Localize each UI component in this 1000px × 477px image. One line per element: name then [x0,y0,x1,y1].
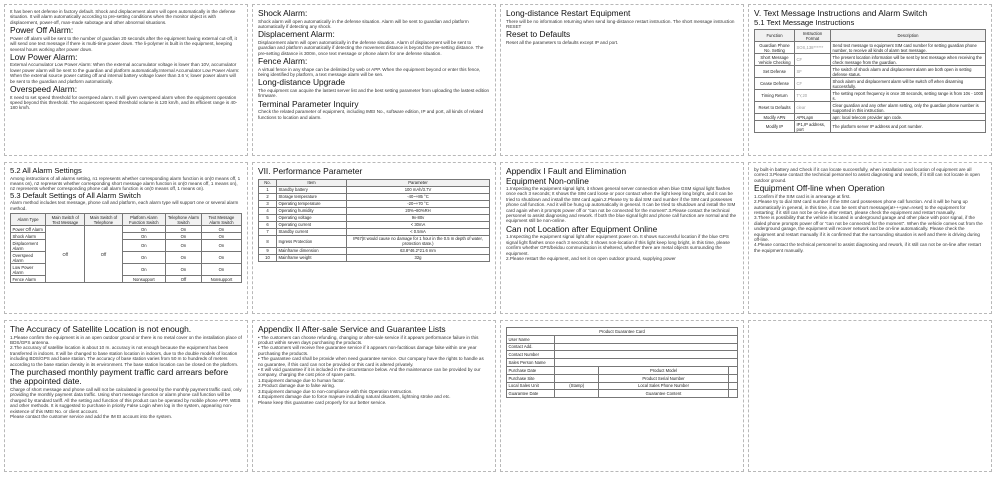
table-cell: IP1,IP address, port [795,121,831,133]
table-cell: 6 [259,221,277,228]
table-row [507,366,738,374]
list-item: • The customers can choose refunding, changing or after-sale service if it appears performance failure in this product within seven days purchasing the products. [258,334,479,345]
table-cell: On [166,226,202,233]
table-cell: Operating temperature [277,200,347,207]
fence-text: A virtual fence in any shape can be delimited by web or APP. When the equipment beyond or enter this fence, being identified by platform, a text message alarm will be sen. [258,66,481,77]
guarantee-footer: Please keep this guarantee card properly for our better service. [258,400,387,406]
list-item: 2.The accuracy of satellite location is about 10 m. accuracy is not enough because the equipment has been transferred in indoors. It will be changed to base station location in indoors, due to the double models of location including BDS/GPS and base station. The accuracy of base station varies from 50 m to hundreds of meters according to the base station density in its environment. The base station location can be closed on the platform. [10,345,239,367]
bullet-text: It will void guarantee if it is included in the circumstance below. And the maintenance can be provided by our company, charging the cost price of spare parts. [258,366,481,378]
table-row [11,226,242,233]
offline-list [754,194,986,253]
table-cell: Modify IP [755,121,795,133]
table-row [507,351,738,359]
table-cell: Standby current [277,228,347,235]
location-continued-text: by built-in battery and Check if it can locate successfully, when installation and location of equipment are all correct 3.Please contact the technical personnel to assist diagnosing and rework, if it still can not locate in open outdoor ground. [754,167,980,183]
table-cell: Fence Alarm [11,276,46,283]
table-cell: On [166,240,202,252]
table-row [755,78,986,90]
table-cell: On [122,240,166,252]
table-header: Description [831,30,986,42]
upgrade-title: Long-distance Upgrade [258,77,346,88]
table-cell [728,390,737,398]
panel-restart [500,4,744,156]
table-cell: Nonsupport [201,276,241,283]
table-cell: 9 [259,247,277,254]
service-bullets [258,335,490,400]
table-cell: On [201,226,241,233]
table-cell: 7 [259,228,277,235]
list-item: 1.Equipment damage due to human factor. [258,377,345,383]
power-off-title: Power Off Alarm: [10,25,74,36]
table-cell [555,343,738,351]
table-header-row [259,179,490,186]
no-location-text-2: 2.Please restart the equipment, and set it on open outdoor ground, supplying power [506,255,676,261]
table-cell: On [166,252,202,264]
table-cell: On [122,233,166,240]
accuracy-title: The Accuracy of Satellite Location is not enough. [10,324,192,334]
list-item: 4.Please contact the technical personnel to assist diagnosing and rework, if it still can not be on-line after restart the equipment manually. [754,242,982,253]
table-cell: The switch of shock alarm and displacement alarm are both open in setting defense status. [831,66,986,78]
table-cell: Purchase Date [507,366,555,374]
table-cell: The present location information will be sent by text message when receiving the check message from the guardian. [831,54,986,66]
table-cell: 4 [259,207,277,214]
table-header: No. [259,179,277,186]
table-row [507,359,738,367]
low-power-text: External Accumulator Low Power Alarm: When the external accumulator voltage is lower than 10V, accumulator lower power alarm will be sent to the guardian and platform automatically.Internal Accumulator Low Power Alarm: When the external source power cutting off and internal battery voltage lower than 3.6 V, lower power alarm will be sent to the guardian and platform automatically. [10,62,240,84]
list-item: 2.Product damage due to false wiring. [258,383,336,389]
panel-text-message [748,4,992,156]
table-cell: On [122,252,166,264]
table-row [755,42,986,54]
table-header-row [11,214,242,226]
table-cell: Operating voltage [277,214,347,221]
list-item: 1.Please confirm the equipment is in an open outdoor ground or there is no metal cover on the installation place of BDS/GPS antenna. [10,334,242,345]
table-cell: 5 [259,214,277,221]
table-cell: Shock alarm and displacement alarm will be switch off when disarming successfully. [831,78,986,90]
performance-table [258,179,490,262]
panel-performance [252,162,496,314]
inquiry-text: Check the related parameter of equipment, including IMEI No., software edition, IP and port, all kinds of related functions to location and alarm. [258,109,484,120]
table-cell: Operating humidity [277,207,347,214]
restart-title: Long-distance Restart Equipment [506,8,631,18]
table-cell: On [201,240,241,252]
table-cell: 63.8*46.2*21.6 mm [347,247,490,254]
table-cell: The platform server IP address and port number. [831,121,986,133]
alarm-settings-title: 5.2 All Alarm Settings [10,166,82,175]
table-cell: < 30mA [347,221,490,228]
table-cell: On [166,264,202,276]
sms-section-title: V. Text Message Instructions and Alarm Switch [754,8,928,18]
table-cell: User Name [507,335,555,343]
restart-text: There will be no information returning when send long-distance restart instruction. The short message instruction RESET [506,18,735,29]
table-header: Telephone Alarm Switch [166,214,202,226]
table-row [11,276,242,283]
reset-title: Reset to Defaults [506,29,571,40]
table-cell: Ingress Protection [277,235,347,247]
alarm-settings-text: Among instructions of all alarms setting, n1 represents whether corresponding alarm function is on(0 means off, 1 means on), n2 represents whether corresponding short message alarm function is on(0 means off, 1 means on), n2 represents whether corresponding phone call alarm function is on(0 means off, 1 means on). [10,175,241,192]
table-cell: Off [166,276,202,283]
table-cell: clear [795,102,831,114]
list-item: 1.Confirm if the SIM card is in arrearage at first. [754,193,851,199]
list-item: 3.Equipment damage due to non-compliance with this Operation Instruction. [258,388,413,394]
panel-after-sale [252,320,496,472]
alarm-switch-table [10,213,242,283]
table-cell: Purchase Site [507,374,555,382]
table-cell: Standby battery [277,186,347,193]
table-header: Platform Alarm Function Switch [122,214,166,226]
table-header: Alarm Type [11,214,46,226]
table-row [507,382,738,390]
shock-text: Shock alarm will open automatically in the defense situation. Alarm will be sent to guardian and platform automatically if detecting any shock. [258,18,469,29]
table-cell: SOS,138****** [795,42,831,54]
table-cell: Operating current [277,221,347,228]
guarantee-card-table [506,327,738,398]
arrears-text: Charge of short message and phone call will not be calculated in general by the monthly payment traffic card, only providing the monthly payment data traffic. Using short message function or alarm phone call function will be charged by standard tariff. All the setting and function of this product can be operated by mobile phone APP, WEB and other methods. It is suggested to purchase in priority False Login when log in the system, appearing non-existence of this IMEI No. or client account. [10,386,242,414]
inquiry-title: Terminal Parameter Inquiry [258,98,359,109]
table-cell: 3 [259,200,277,207]
table-cell: -20~+70 °C [347,200,490,207]
table-row [259,214,490,221]
table-cell: 20%~80%RH [347,207,490,214]
table-row [259,193,490,200]
table-header: Function [755,30,795,42]
bullet-text: The customers will receive free guarantee service if it appears non-factitious damage false within one year purchasing the products. [258,345,477,356]
table-cell: -40~+85 °C [347,193,490,200]
table-cell [728,374,737,382]
list-item: • It will void guarantee if it is included in the circumstance below. And the maintenance can be provided by our company, charging the cost price of spare parts. [258,366,481,378]
bullet-text: The guarantee card shall be provide when need guarantee service. Our company have the rights to handle as no guarantee, if this card can not be provided or this card is altered privately. [258,356,484,367]
list-item: • The customers will receive free guarantee service if it appears non-factitious damage false within one year purchasing the products. [258,345,477,356]
table-cell: Modify APN [755,114,795,121]
table-cell: Cease Defense [755,78,795,90]
overspeed-text: It need to set speed threshold for overspeed alarm. It will given overspeed alarm when the equipment operation speed beyond this threshold. The acquiescent speed threshold volume is 120 km/h, and its efficient range is 40-180 km/h. [10,94,238,111]
panel-shock-alarms [252,4,496,156]
table-cell: On [122,264,166,276]
table-cell: Send text message to equipment SIM card number for setting guardian phone number, to receive all kinds of alarm text message. [831,42,986,54]
table-row [259,200,490,207]
table-cell: 2 [259,193,277,200]
table-cell: CF [795,78,831,90]
table-cell: 10 [259,254,277,261]
table-row [259,186,490,193]
table-cell: On [166,233,202,240]
table-row [755,102,986,114]
table-row [11,233,242,240]
table-cell: TY,20 [795,90,831,102]
table-cell: Product Model [599,366,728,374]
table-cell: The setting report frequency is once 30 seconds, setting range is from 10s - 1000 s. [831,90,986,102]
table-cell: Mainframe dimension [277,247,347,254]
low-power-title: Low Power Alarm: [10,51,78,62]
accuracy-list [10,335,242,367]
table-cell: Power Off Alarm [11,226,46,233]
table-cell [728,382,737,390]
table-cell: SF [795,66,831,78]
list-item: • The guarantee card shall be provide when need guarantee service. Our company have the rights to handle as no guarantee, if this card can not be provided or this card is altered privately. [258,356,484,367]
appendix2-title: Appendix II After-sale Service and Guarantee Lists [258,324,446,334]
table-cell: APN,apn [795,114,831,121]
default-settings-text: Alarm method includes text message, phone call and platform, each alarm type will support one or several alarm method. [10,200,239,211]
table-cell: Guardian Phone No. Setting [755,42,795,54]
table-row [755,90,986,102]
list-item: 2.Please try to dial SIM card number if the SIM card possesses phone call function. And it will be hung up automatically in general, in this time, it can be sent short message(at+++pwr=reset) to the equipment for restarting; if it still can not be on-line after restart, please check the equipment and restart manually. [754,199,968,215]
table-cell: On [201,252,241,264]
table-cell: Displacement Alarm [11,240,46,252]
panel-accuracy [4,320,248,472]
table-row [259,254,490,261]
table-row [11,264,242,276]
default-settings-title: 5.3 Default Settings of All Alarm Switch [10,190,141,200]
power-off-text: Power off alarm will be sent to the number of guardian 20 seconds after the equipment having external cut-off, it will send one text message if there is multi-time power down. The li-polymer is built in the equipment, keeping several hours working after power down. [10,35,237,52]
table-cell [555,366,599,374]
table-cell: Nonsupport [122,276,166,283]
table-cell: On [201,264,241,276]
table-cell: Contact Number [507,351,555,359]
table-cell: Off [85,226,122,283]
no-location-text-1: 1.Inspecting the equipment signal light after equipment power on. It shows successful location if the blue GPS signal light flashes once each 3 seconds; it shows non-location if this light keep long bright, in this time, please confirm whether GPS/beidou communication is sheltered, whether there are metal objects surrounding the equipment. [506,234,730,256]
fence-title: Fence Alarm: [258,56,308,67]
table-cell: 100 mAh/3.7V [347,186,490,193]
table-cell [555,390,599,398]
table-cell: On [201,233,241,240]
non-online-text: 1.Inspecting the equipment signal light, it shows general server connection when blue GSM signal light flashes once each 3 seconds; It shows the SIM card loose or poor contact when the light keep long bright, and it can be tried to shutdown and install the SIM card again.2.Please try to dial SIM card number if the SIM card possesses phone call function. And it will be hung up automatically in general. It can be tried to shutdown and install the SIM card again when it prompts power off or "can not be connected for the moment".3.Please contact the technical personnel to assist diagnosing and rework. If both the blue signal light and phone call function are normal and the equipment still be non-online. [506,186,737,224]
contact-service-text: Please contact the customer service and add the IM EI account into the system. [10,413,173,419]
table-cell: Off [46,226,85,283]
table-header-row [755,30,986,42]
table-cell: Sales Person Name [507,359,555,367]
table-cell: Local Sales Phone Number [599,382,728,390]
table-header: Instruction Format [795,30,831,42]
table-row [507,390,738,398]
table-cell [555,335,738,343]
table-row [755,121,986,133]
table-cell: Storage temperature [277,193,347,200]
table-cell: 9v-80v [347,214,490,221]
table-cell [728,366,737,374]
table-cell: Clear guardian and any other alarm setting, only the guardian phone number is supported in this instruction. [831,102,986,114]
table-row [259,221,490,228]
table-cell: Low Power Alarm [11,264,46,276]
overspeed-title: Overspeed Alarm: [10,84,78,95]
table-row [507,374,738,382]
table-header: Item [277,179,347,186]
table-cell: Contact Add. [507,343,555,351]
table-row [507,335,738,343]
shock-title: Shock Alarm: [258,8,308,18]
table-cell: Set Defense [755,66,795,78]
table-cell: CF [795,54,831,66]
table-cell: Reset to Defaults [755,102,795,114]
panel-fault-elimination [500,162,744,314]
table-row [259,207,490,214]
table-cell: (Stamp) [555,382,599,390]
list-item: 3.There is possibility that the vehicle is located in underground garage and other place with poor signal, if the dialed phone prompts power off or "can not be connected for the moment". When the vehicle comes out from the underground garage, the equipment will recover network and be on-line automatically. Please check the equipment and restart manually if it is confirmed that the surrounding situation is well and there is driving during off-line. [754,215,983,242]
table-cell: Product Serial Number [599,374,728,382]
table-row [755,66,986,78]
table-cell: 8 [259,235,277,247]
table-header: Main Switch of Text Message [46,214,85,226]
table-cell: Short Message Vehicle Checking [755,54,795,66]
displacement-text: Displacement alarm will open automatically in the defense situation. Alarm of displacement will be sent to guardian and platform automatically if detecting the movement distance is beyond the pre-setting distance. The pre-setting distance is 300m, once text message or phone alarm for one defense situation. [258,39,484,56]
table-header: Text Message Alarm Switch [201,214,241,226]
panel-alarm-types [4,4,248,156]
table-cell: On [122,226,166,233]
table-cell [555,351,738,359]
table-row [259,235,490,247]
table-row [755,54,986,66]
table-cell: Local Sales Unit [507,382,555,390]
list-item: 4.Equipment damage due to force majeure including natural disasters, lightning stroke and etc. [258,393,451,399]
bullet-text: The customers can choose refunding, changing or after-sale service if it appears performance failure in this product within seven days purchasing the products. [258,334,479,345]
guarantee-card-title: Product Guarantee Card [507,328,738,336]
table-row [259,247,490,254]
table-cell: 32g [347,254,490,261]
performance-title: VII. Performance Parameter [258,166,363,176]
intro-text: It has been set defense in factory default. Shock and displacement alarm will open automatically in the defense situation. It will alarm automatically according to pre-setting conditions when the monitor object is with displacement, power-off, man-made sabotage and other abnormal situations. [10,9,236,25]
table-header: Parameter [347,179,490,186]
table-row [11,240,242,252]
panel-alarm-settings [4,162,248,314]
table-cell: IP67(It would cause no damage for 1 hour in the 0.5 m depth of water, protection state.) [347,235,490,247]
displacement-title: Displacement Alarm: [258,29,335,40]
table-cell: 1 [259,186,277,193]
offline-title: Equipment Off-line when Operation [754,183,885,194]
table-cell: Mainframe weight [277,254,347,261]
upgrade-text: The equipment can acquire the lastest server list and the best setting parameter from uploading the lastest edition firmware. [258,87,490,99]
sms-subtitle: 5.1 Text Message Instructions [754,17,855,27]
sms-instruction-table [754,29,986,133]
table-cell: Guarantee Date [507,390,555,398]
table-cell: apn: local telecom provider apn code. [831,114,986,121]
arrears-title: The purchased monthly payment traffic card arrears before the appointed date. [10,366,229,387]
table-cell: < 0.5mA [347,228,490,235]
table-row [507,328,738,336]
non-online-title: Equipment Non-online [506,175,589,186]
panel-offline [748,162,992,314]
table-cell: Guarantee Content [599,390,728,398]
no-location-title: Can not Location after Equipment Online [506,223,658,234]
table-row [259,228,490,235]
table-cell: Shock Alarm [11,233,46,240]
appendix1-title: Appendix I Fault and Elimination [506,166,627,176]
table-row [11,252,242,264]
table-row [507,343,738,351]
table-cell: Overspeed Alarm [11,252,46,264]
reset-text: Reset all the parameters to defaults except IP and port. [506,39,619,45]
table-cell: Timing Return [755,90,795,102]
panel-blank [748,320,992,472]
table-cell [555,374,599,382]
table-row [755,114,986,121]
panel-guarantee-card [500,320,744,472]
table-cell [555,359,738,367]
table-header: Main Switch of Telephone [85,214,122,226]
